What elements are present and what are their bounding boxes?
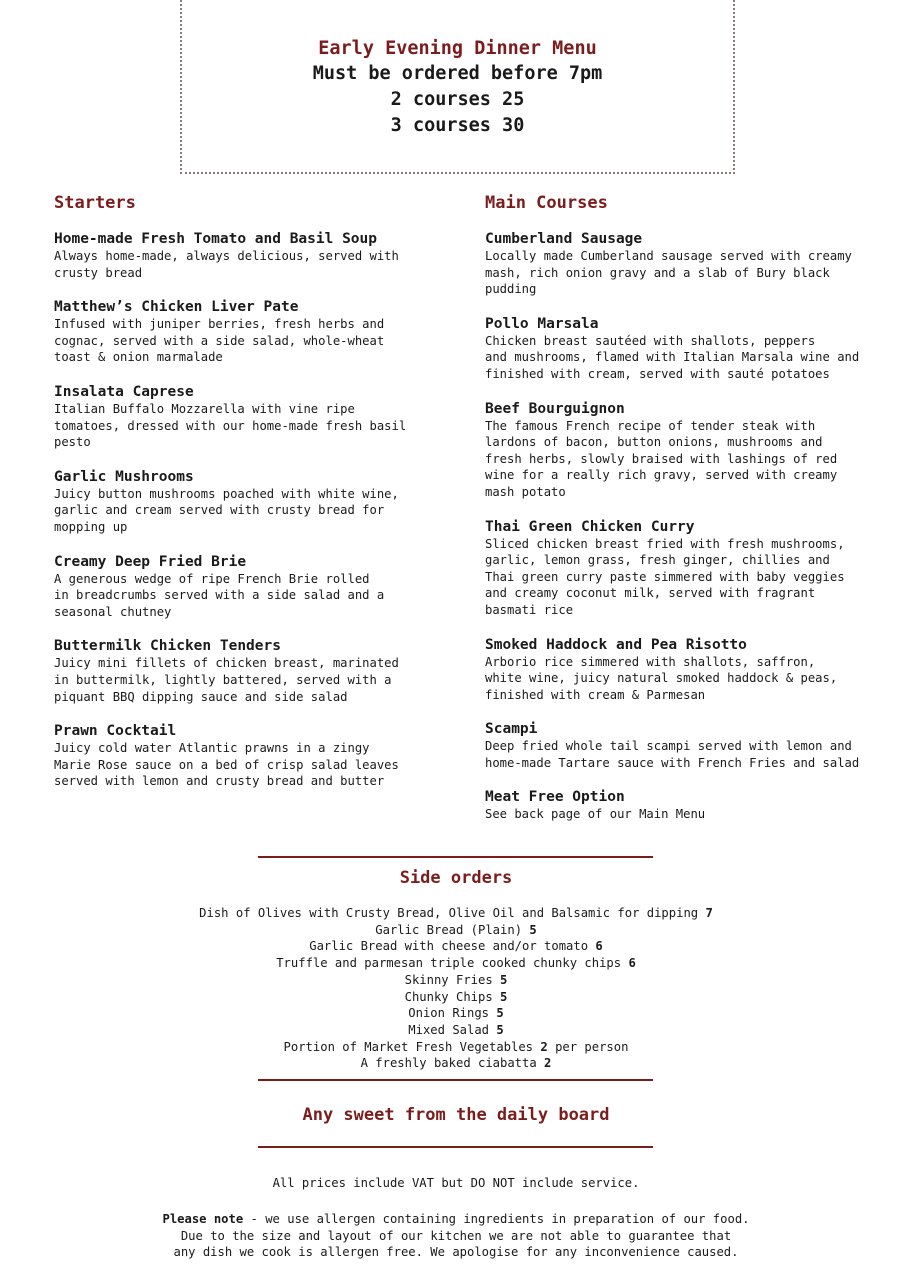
dish-description: Sliced chicken breast fried with fresh mushrooms, garlic, lemon grass, fresh ginger, chillies and Thai green curry paste simmered with baby veggies and creamy coconut milk, served with fragrant basmati rice xyxy=(485,536,845,617)
dish-description: Italian Buffalo Mozzarella with vine ripe tomatoes, dressed with our home-made fresh basil pesto xyxy=(54,401,407,450)
side-item xyxy=(0,972,912,989)
side-item-name: Portion of Market Fresh Vegetables xyxy=(283,1039,534,1054)
dish-name: Matthew’s Chicken Liver Pate xyxy=(54,299,299,316)
menu-title: Early Evening Dinner Menu xyxy=(318,38,597,59)
side-item xyxy=(0,1022,912,1039)
divider xyxy=(258,856,653,858)
side-item-price: 5 xyxy=(500,972,508,987)
side-item xyxy=(0,922,912,939)
menu-item xyxy=(485,788,885,823)
two-course-price: 2 courses 25 xyxy=(390,89,525,110)
menu-header-box xyxy=(180,0,735,174)
note-label: Please note xyxy=(162,1212,244,1226)
side-orders-heading: Side orders xyxy=(399,868,513,888)
dish-description: Always home-made, always delicious, served with crusty bread xyxy=(54,249,399,280)
order-deadline: Must be ordered before 7pm xyxy=(312,63,603,84)
side-item-price: 5 xyxy=(500,989,508,1004)
dish-name: Buttermilk Chicken Tenders xyxy=(54,638,281,655)
note-text: - we use allergen containing ingredients in preparation of our food. xyxy=(243,1212,750,1226)
dish-name: Smoked Haddock and Pea Risotto xyxy=(485,636,747,653)
dish-description: A generous wedge of ripe French Brie rolled in breadcrumbs served with a side salad and a seasonal chutney xyxy=(54,571,385,619)
side-item-price: 5 xyxy=(496,1006,504,1021)
side-item-name: Onion Rings xyxy=(408,1006,490,1021)
menu-item xyxy=(485,636,885,704)
mains-heading: Main Courses xyxy=(485,193,608,213)
dish-name: Cumberland Sausage xyxy=(485,231,643,247)
menu-item xyxy=(54,468,454,536)
side-item-name: Garlic Bread (Plain) xyxy=(375,922,523,937)
allergen-notice xyxy=(0,1211,912,1261)
side-item-name: Garlic Bread with cheese and/or tomato xyxy=(309,939,589,954)
dessert-note: Any sweet from the daily board xyxy=(302,1105,610,1125)
side-item-price: 5 xyxy=(496,1022,504,1037)
dish-description: See back page of our Main Menu xyxy=(485,807,706,822)
side-item-name: Truffle and parmesan triple cooked chunky chips xyxy=(276,956,622,971)
dish-description: Juicy button mushrooms poached with white wine, garlic and cream served with crusty bread for mopping up xyxy=(54,486,399,534)
side-item-suffix: per person xyxy=(555,1039,629,1054)
side-item-price: 5 xyxy=(529,922,537,937)
dish-description: Infused with juniper berries, fresh herbs and cognac, served with a side salad, whole-wheat toast & onion marmalade xyxy=(54,317,385,365)
dish-name: Creamy Deep Fried Brie xyxy=(54,553,247,570)
dish-description: Juicy cold water Atlantic prawns in a zingy Marie Rose sauce on a bed of crisp salad leaves served with lemon and crusty bread and butter xyxy=(54,741,399,789)
dish-name: Scampi xyxy=(485,721,538,738)
side-item xyxy=(0,955,912,972)
side-item xyxy=(0,1005,912,1022)
note-text: any dish we cook is allergen free. We apologise for any inconvenience caused. xyxy=(173,1245,739,1260)
starters-section xyxy=(54,192,454,807)
dish-description: The famous French recipe of tender steak with lardons of bacon, button onions, mushrooms and fresh herbs, slowly braised with lashings of red wine for a really rich gravy, served with creamy mash potato xyxy=(485,418,838,499)
side-item-name: A freshly baked ciabatta xyxy=(360,1056,537,1071)
dish-description: Chicken breast sautéed with shallots, peppers and mushrooms, flamed with Italian Marsala wine and finished with cream, served with sauté potatoes xyxy=(485,333,860,381)
dish-name: Garlic Mushrooms xyxy=(54,468,194,485)
side-item-name: Dish of Olives with Crusty Bread, Olive Oil and Balsamic for dipping xyxy=(199,906,699,920)
side-item xyxy=(0,938,912,955)
note-text: Due to the size and layout of our kitchen we are not able to guarantee that xyxy=(180,1228,732,1243)
side-item xyxy=(0,1039,912,1056)
dish-name: Prawn Cocktail xyxy=(54,723,177,740)
side-item-name: Chunky Chips xyxy=(404,989,493,1004)
divider xyxy=(258,1146,653,1148)
dish-name: Thai Green Chicken Curry xyxy=(485,518,695,535)
menu-item xyxy=(54,637,454,705)
three-course-price: 3 courses 30 xyxy=(390,115,525,136)
dish-name: Insalata Caprese xyxy=(54,383,194,400)
vat-notice: All prices include VAT but DO NOT include service. xyxy=(272,1176,640,1190)
menu-item xyxy=(54,722,454,790)
starters-heading: Starters xyxy=(54,193,136,213)
dish-description: Juicy mini fillets of chicken breast, marinated in buttermilk, lightly battered, served with a piquant BBQ dipping sauce and side salad xyxy=(54,656,399,704)
dish-name: Home-made Fresh Tomato and Basil Soup xyxy=(54,231,378,247)
side-item-price: 2 xyxy=(544,1056,552,1071)
side-item-name: Mixed Salad xyxy=(408,1022,490,1037)
menu-item xyxy=(485,720,885,771)
side-orders-list xyxy=(0,905,912,1072)
dish-description: Arborio rice simmered with shallots, saffron, white wine, juicy natural smoked haddock & peas, finished with cream & Parmesan xyxy=(485,654,838,702)
dish-name: Pollo Marsala xyxy=(485,315,599,332)
side-item-price: 6 xyxy=(595,939,603,954)
dish-name: Meat Free Option xyxy=(485,789,625,806)
menu-item xyxy=(54,383,454,451)
dish-description: Deep fried whole tail scampi served with lemon and home-made Tartare sauce with French Fries and salad xyxy=(485,739,860,770)
side-item-price: 6 xyxy=(628,956,636,971)
mains-section xyxy=(485,192,885,840)
side-item xyxy=(0,989,912,1006)
side-item-price: 2 xyxy=(540,1039,548,1054)
menu-item xyxy=(485,230,885,298)
side-item xyxy=(0,1055,912,1072)
dish-description: Locally made Cumberland sausage served with creamy mash, rich onion gravy and a slab of Bury black pudding xyxy=(485,249,852,297)
menu-item xyxy=(485,518,885,619)
side-item-price: 7 xyxy=(705,906,713,920)
menu-item xyxy=(485,400,885,501)
side-item xyxy=(0,905,912,922)
menu-item xyxy=(54,230,454,281)
side-item-name: Skinny Fries xyxy=(404,972,493,987)
divider xyxy=(258,1079,653,1081)
menu-item xyxy=(54,298,454,366)
menu-item xyxy=(54,553,454,621)
menu-item xyxy=(485,315,885,383)
dish-name: Beef Bourguignon xyxy=(485,400,625,417)
